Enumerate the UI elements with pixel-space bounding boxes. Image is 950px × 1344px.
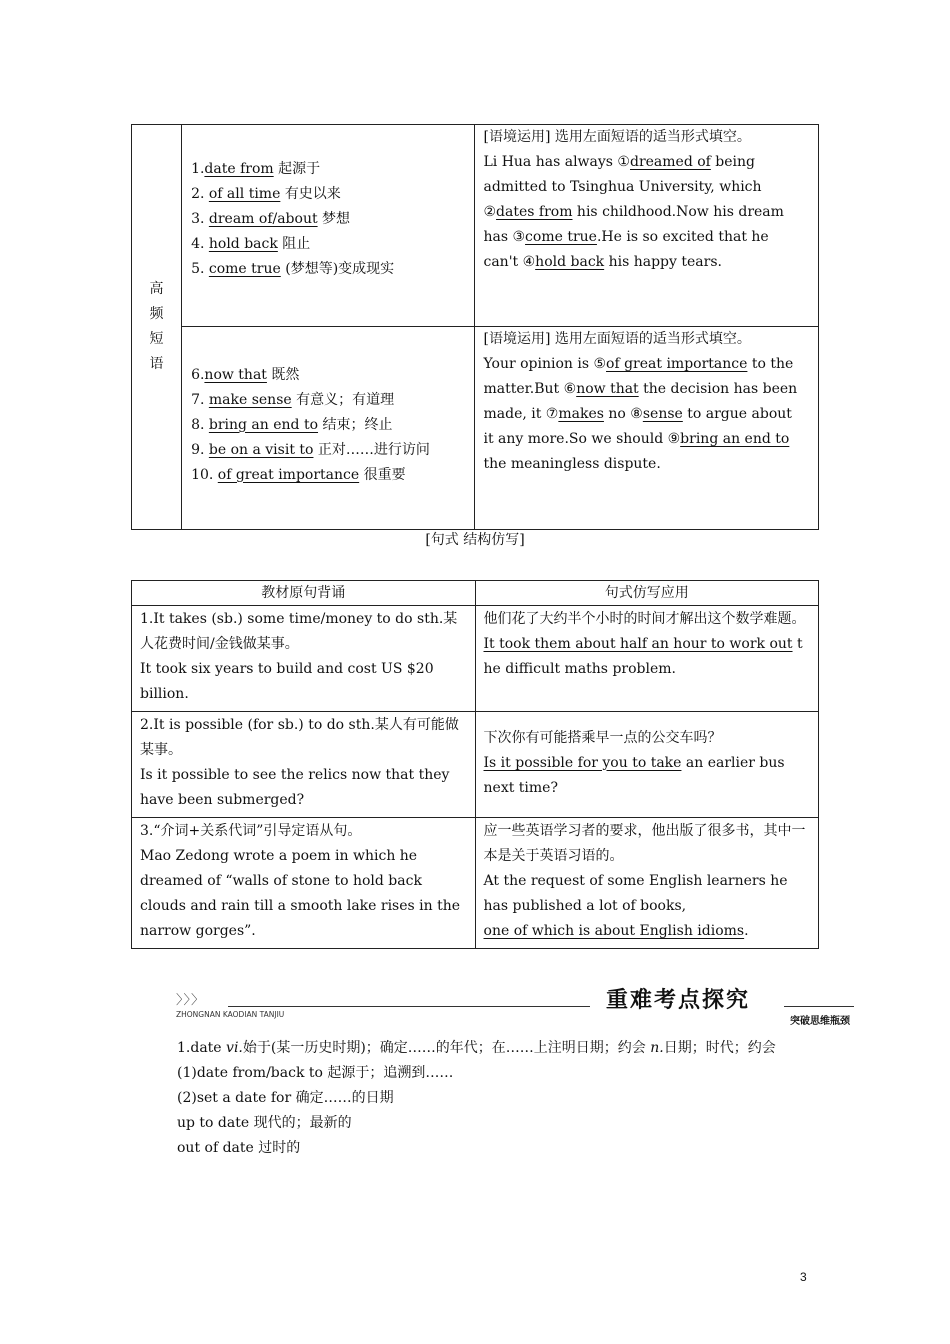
phrase-item: 5. come true (梦想等)变成现实 (191, 261, 395, 277)
section-title: [句式 结构仿写] (425, 532, 525, 548)
list-item: (2)set a date for 确定……的日期 (177, 1090, 394, 1106)
phrase-list-2 (182, 327, 475, 530)
body-text (145, 1036, 825, 1161)
list-item: out of date 过时的 (177, 1140, 301, 1156)
section-banner: 〉〉〉 ZHONGNAN KAODIAN TANJIU 重难考点探究 突破思维瓶颈 (176, 983, 856, 1025)
phrase-item: 2. of all time 有史以来 (191, 186, 341, 202)
phrase-item: 1.date from 起源于 (191, 161, 321, 177)
list-item: (1)date from/back to 起源于；追溯到…… (177, 1065, 454, 1081)
header-right: 句式仿写应用 (475, 581, 818, 606)
entry-definition: 1.date vi.始于(某一历史时期)；确定……的年代；在……上注明日期；约会 n.日期；时代；约会 (177, 1040, 776, 1056)
phrase-item: 3. dream of/about 梦想 (191, 211, 351, 227)
phrase-item: 10. of great importance 很重要 (191, 466, 406, 483)
table-row: 3.“介词+关系代词”引导定语从句。 Mao Zedong wrote a poem in which he dreamed of “walls of stone to hold back clouds and rain till a smooth lake rises in the narrow gorges”. (132, 818, 476, 949)
header-left: 教材原句背诵 (132, 581, 476, 606)
table-row: 他们花了大约半个小时的时间才解出这个数学难题。 It took them about half an hour to work out the difficult maths problem. (475, 606, 818, 712)
banner-title: 重难考点探究 (606, 988, 751, 1013)
phrase-item: 8. bring an end to 结束；终止 (191, 416, 393, 433)
phrase-list-1 (182, 125, 475, 327)
table-row: 1.It takes (sb.) some time/money to do sth.某人花费时间/金钱做某事。 It took six years to build and cost US $20 billion. (132, 606, 476, 712)
table-row: 下次你有可能搭乘早一点的公交车吗？ Is it possible for you to take an earlier bus next time? (475, 712, 818, 818)
table-row: 2.It is possible (for sb.) to do sth.某人有可能做某事。 Is it possible to see the relics now that they have been submerged? (132, 712, 476, 818)
banner-subtitle: 突破思维瓶颈 (790, 1016, 850, 1027)
phrase-item: 9. be on a visit to 正对……进行访问 (191, 441, 430, 458)
list-item: up to date 现代的；最新的 (177, 1115, 352, 1131)
arrows-icon: 〉〉〉 (176, 993, 206, 1008)
side-label: 高 频 短 语 (132, 125, 182, 530)
exercise-1: [语境运用] 选用左面短语的适当形式填空。 Li Hua has always ①dreamed of being admitted to Tsinghua University, which ②dates from his childhood.Now his dream has ③come true.He is so excited that he can't ④hold back his happy tears. (475, 125, 819, 327)
phrase-item: 7. make sense 有意义；有道理 (191, 391, 395, 408)
phrases-table (131, 124, 819, 530)
page-number: 3 (800, 1270, 807, 1284)
phrase-item: 4. hold back 阻止 (191, 236, 311, 252)
phrase-item: 6.now that 既然 (191, 366, 300, 383)
table-row: 应一些英语学习者的要求，他出版了很多书，其中一本是关于英语习语的。 At the request of some English learners he has published a lot of books, one of which is about English idioms. (475, 818, 818, 949)
sentence-table (131, 580, 819, 949)
exercise-2: [语境运用] 选用左面短语的适当形式填空。 Your opinion is ⑤of great importance to the matter.But ⑥now that the decision has been made, it ⑦makes no ⑧sense to argue about it any more.So we should ⑨bring an end to the meaningless dispute. (475, 327, 819, 530)
